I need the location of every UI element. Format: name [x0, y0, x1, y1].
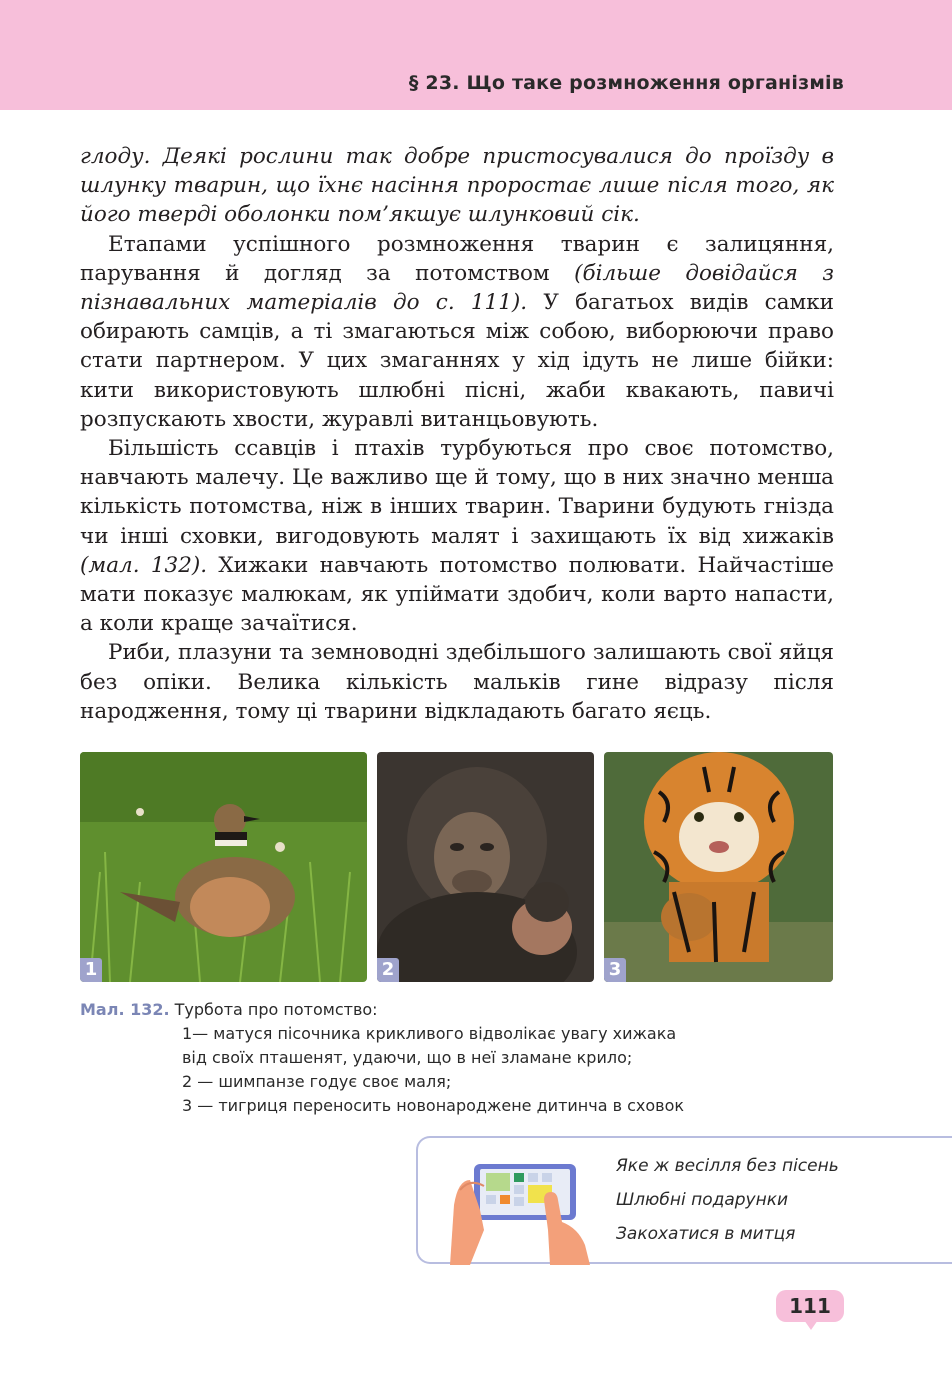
paragraph-1 [80, 142, 834, 230]
paragraph-4: Риби, плазуни та земноводні здебільшого залишають свої яйця без опіки. Велика кількість мальків гине відразу після народження, тому ці тварини відкладають багато яєць. [80, 640, 834, 724]
caption-heading [80, 998, 840, 1022]
paragraph-3-text-a: Більшість ссавців і птахів турбуються про своє потомство, навчають малечу. Це важливо ще й тому, що в них значно менша кількість потомства, ніж в інших тварин. Тварини будують гнізда чи інші сховки, вигодовують малят і захищають їх від хижаків [80, 436, 834, 549]
link-fall-in-love-artist[interactable]: Закохатися в митця [616, 1224, 796, 1244]
section-title: § 23. Що таке розмноження організмів [408, 72, 844, 94]
photo-number-3: 3 [604, 958, 626, 982]
paragraph-2-reference: (більше довідайся з пізнавальних матеріалів до с. 111). [80, 260, 835, 316]
paragraph-2 [80, 230, 834, 434]
caption-line-3: 2 — шимпанзе годує своє маля; [182, 1072, 452, 1091]
photo-tigress [604, 752, 833, 982]
paragraph-3-text-b: Хижаки навчають потомство полювати. Найчастіше мати показує малюкам, як упіймати здобич, коли варто напасти, а коли краще зачаїтися. [80, 552, 834, 637]
figure-caption [80, 998, 840, 1118]
caption-line-2: від своїх пташенят, удаючи, що в неї зламане крило; [182, 1048, 633, 1067]
page-number-tail [804, 1320, 818, 1330]
link-wedding-songs[interactable]: Яке ж весілля без пісень [616, 1156, 839, 1176]
paragraph-3 [80, 434, 834, 638]
photo-number-2: 2 [377, 958, 399, 982]
caption-title: Турбота про потомство: [174, 1000, 378, 1019]
photo-plover [80, 752, 367, 982]
caption-line-1: 1— матуся пісочника крикливого відволікає увагу хижака [182, 1024, 677, 1043]
paragraph-3-reference: (мал. 132). [80, 552, 208, 578]
paragraph-1-text: глоду. Деякі рослини так добре пристосувалися до проїзду в шлунку тварин, що їхнє насіння проростає лише після того, як його тверді оболонки пом’якшує шлунковий сік. [80, 144, 834, 228]
caption-line-4: 3 — тигриця переносить новонароджене дитинча в сховок [182, 1096, 685, 1115]
page-number: 111 [776, 1290, 844, 1322]
tablet-hands-icon [440, 1150, 600, 1265]
caption-label: Мал. 132. [80, 1000, 170, 1019]
main-text [80, 142, 834, 726]
photo-chimpanzee [377, 752, 594, 982]
paragraph-2-text-a: Етапами успішного розмноження тварин є залицяння, парування й догляд за потомством [80, 231, 834, 286]
photo-number-1: 1 [80, 958, 102, 982]
paragraph-2-text-b: У багатьох видів самки обирають самців, а ті змагаються між собою, виборюючи право стати партнером. У цих змаганнях у хід ідуть не лише бійки: кити використовують шлюбні пісні, жаби квакають, павичі розпускають хвости, журавлі витанцьовують. [80, 290, 835, 432]
link-wedding-gifts[interactable]: Шлюбні подарунки [616, 1190, 789, 1210]
